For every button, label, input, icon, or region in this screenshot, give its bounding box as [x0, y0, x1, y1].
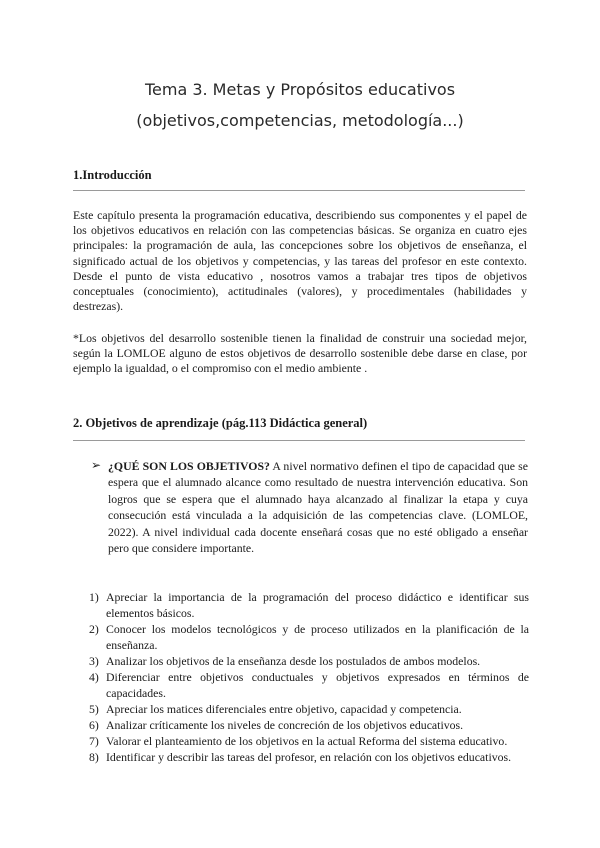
list-item-text: Diferenciar entre objetivos conductuales y objetivos expresados en términos de capacidades. [106, 670, 529, 700]
list-item-number: 8) [89, 750, 99, 764]
section-1-divider [73, 190, 525, 191]
list-item-number: 3) [89, 654, 99, 668]
list-item-text: Apreciar la importancia de la programación del proceso didáctico e identificar sus elementos básicos. [106, 590, 529, 620]
objectives-definition-text: A nivel normativo definen el tipo de capacidad que se espera que el alumnado alcance como resultado de nuestra intervención educativa. Son logros que se espera que el alumnado haya alcanzado al finalizar la etapa y cuya consecución está vinculada a la adquisición de las competencias clave. (LOMLOE, 2022). A nivel individual cada docente enseñará cosas que no esté obligado a enseñar pero que considere importante. [108, 459, 528, 556]
list-item [89, 749, 529, 765]
list-item [89, 653, 529, 669]
section-2-heading: 2. Objetivos de aprendizaje (pág.113 Didáctica general) [73, 416, 368, 430]
section-1-heading: 1.Introducción [73, 168, 152, 182]
list-item-text: Apreciar los matices diferenciales entre objetivo, capacidad y competencia. [106, 702, 462, 716]
introduction-paragraph: Este capítulo presenta la programación educativa, describiendo sus componentes y el papel de los objetivos educativos en relación con las competencias básicas. Se organiza en cuatro ejes principales: la programación de aula, las concepciones sobre los objetivos de enseñanza, el significado actual de los objetivos y competencias, y las tareas del profesor en este contexto. Desde el punto de vista educativo , nosotros vamos a trabajar tres tipos de objetivos conceptuales (conocimiento), actitudinales (valores), y procedimentales (habilidades y destrezas). [73, 208, 527, 314]
list-item-number: 6) [89, 718, 99, 732]
document-subtitle: (objetivos,competencias, metodología...) [136, 111, 464, 130]
list-item-text: Valorar el planteamiento de los objetivos en la actual Reforma del sistema educativo. [106, 734, 508, 748]
list-item [89, 589, 529, 621]
list-item-text: Identificar y describir las tareas del profesor, en relación con los objetivos educativos. [106, 750, 512, 764]
objectives-question: ¿QUÉ SON LOS OBJETIVOS? [108, 459, 270, 473]
document-title: Tema 3. Metas y Propósitos educativos [144, 80, 456, 99]
section-2-divider [73, 440, 525, 441]
list-item [89, 669, 529, 701]
list-item [89, 621, 529, 653]
list-item-text: Conocer los modelos tecnológicos y de proceso utilizados en la planificación de la enseñanza. [106, 622, 529, 652]
list-item [89, 733, 529, 749]
list-item-text: Analizar los objetivos de la enseñanza desde los postulados de ambos modelos. [106, 654, 481, 668]
arrow-bullet-icon: ➢ [91, 458, 102, 472]
list-item-text: Analizar críticamente los niveles de concreción de los objetivos educativos. [106, 718, 464, 732]
list-item [89, 717, 529, 733]
list-item-number: 7) [89, 734, 99, 748]
learning-objectives-list [89, 589, 529, 765]
list-item [89, 701, 529, 717]
objectives-definition [108, 458, 528, 556]
list-item-number: 2) [89, 622, 99, 636]
list-item-number: 5) [89, 702, 99, 716]
sustainability-note: *Los objetivos del desarrollo sostenible tienen la finalidad de construir una sociedad mejor, según la LOMLOE alguno de estos objetivos de desarrollo sostenible debe darse en clase, por ejemplo la igualdad, o el compromiso con el medio ambiente . [73, 331, 527, 376]
list-item-number: 4) [89, 670, 99, 684]
list-item-number: 1) [89, 590, 99, 604]
